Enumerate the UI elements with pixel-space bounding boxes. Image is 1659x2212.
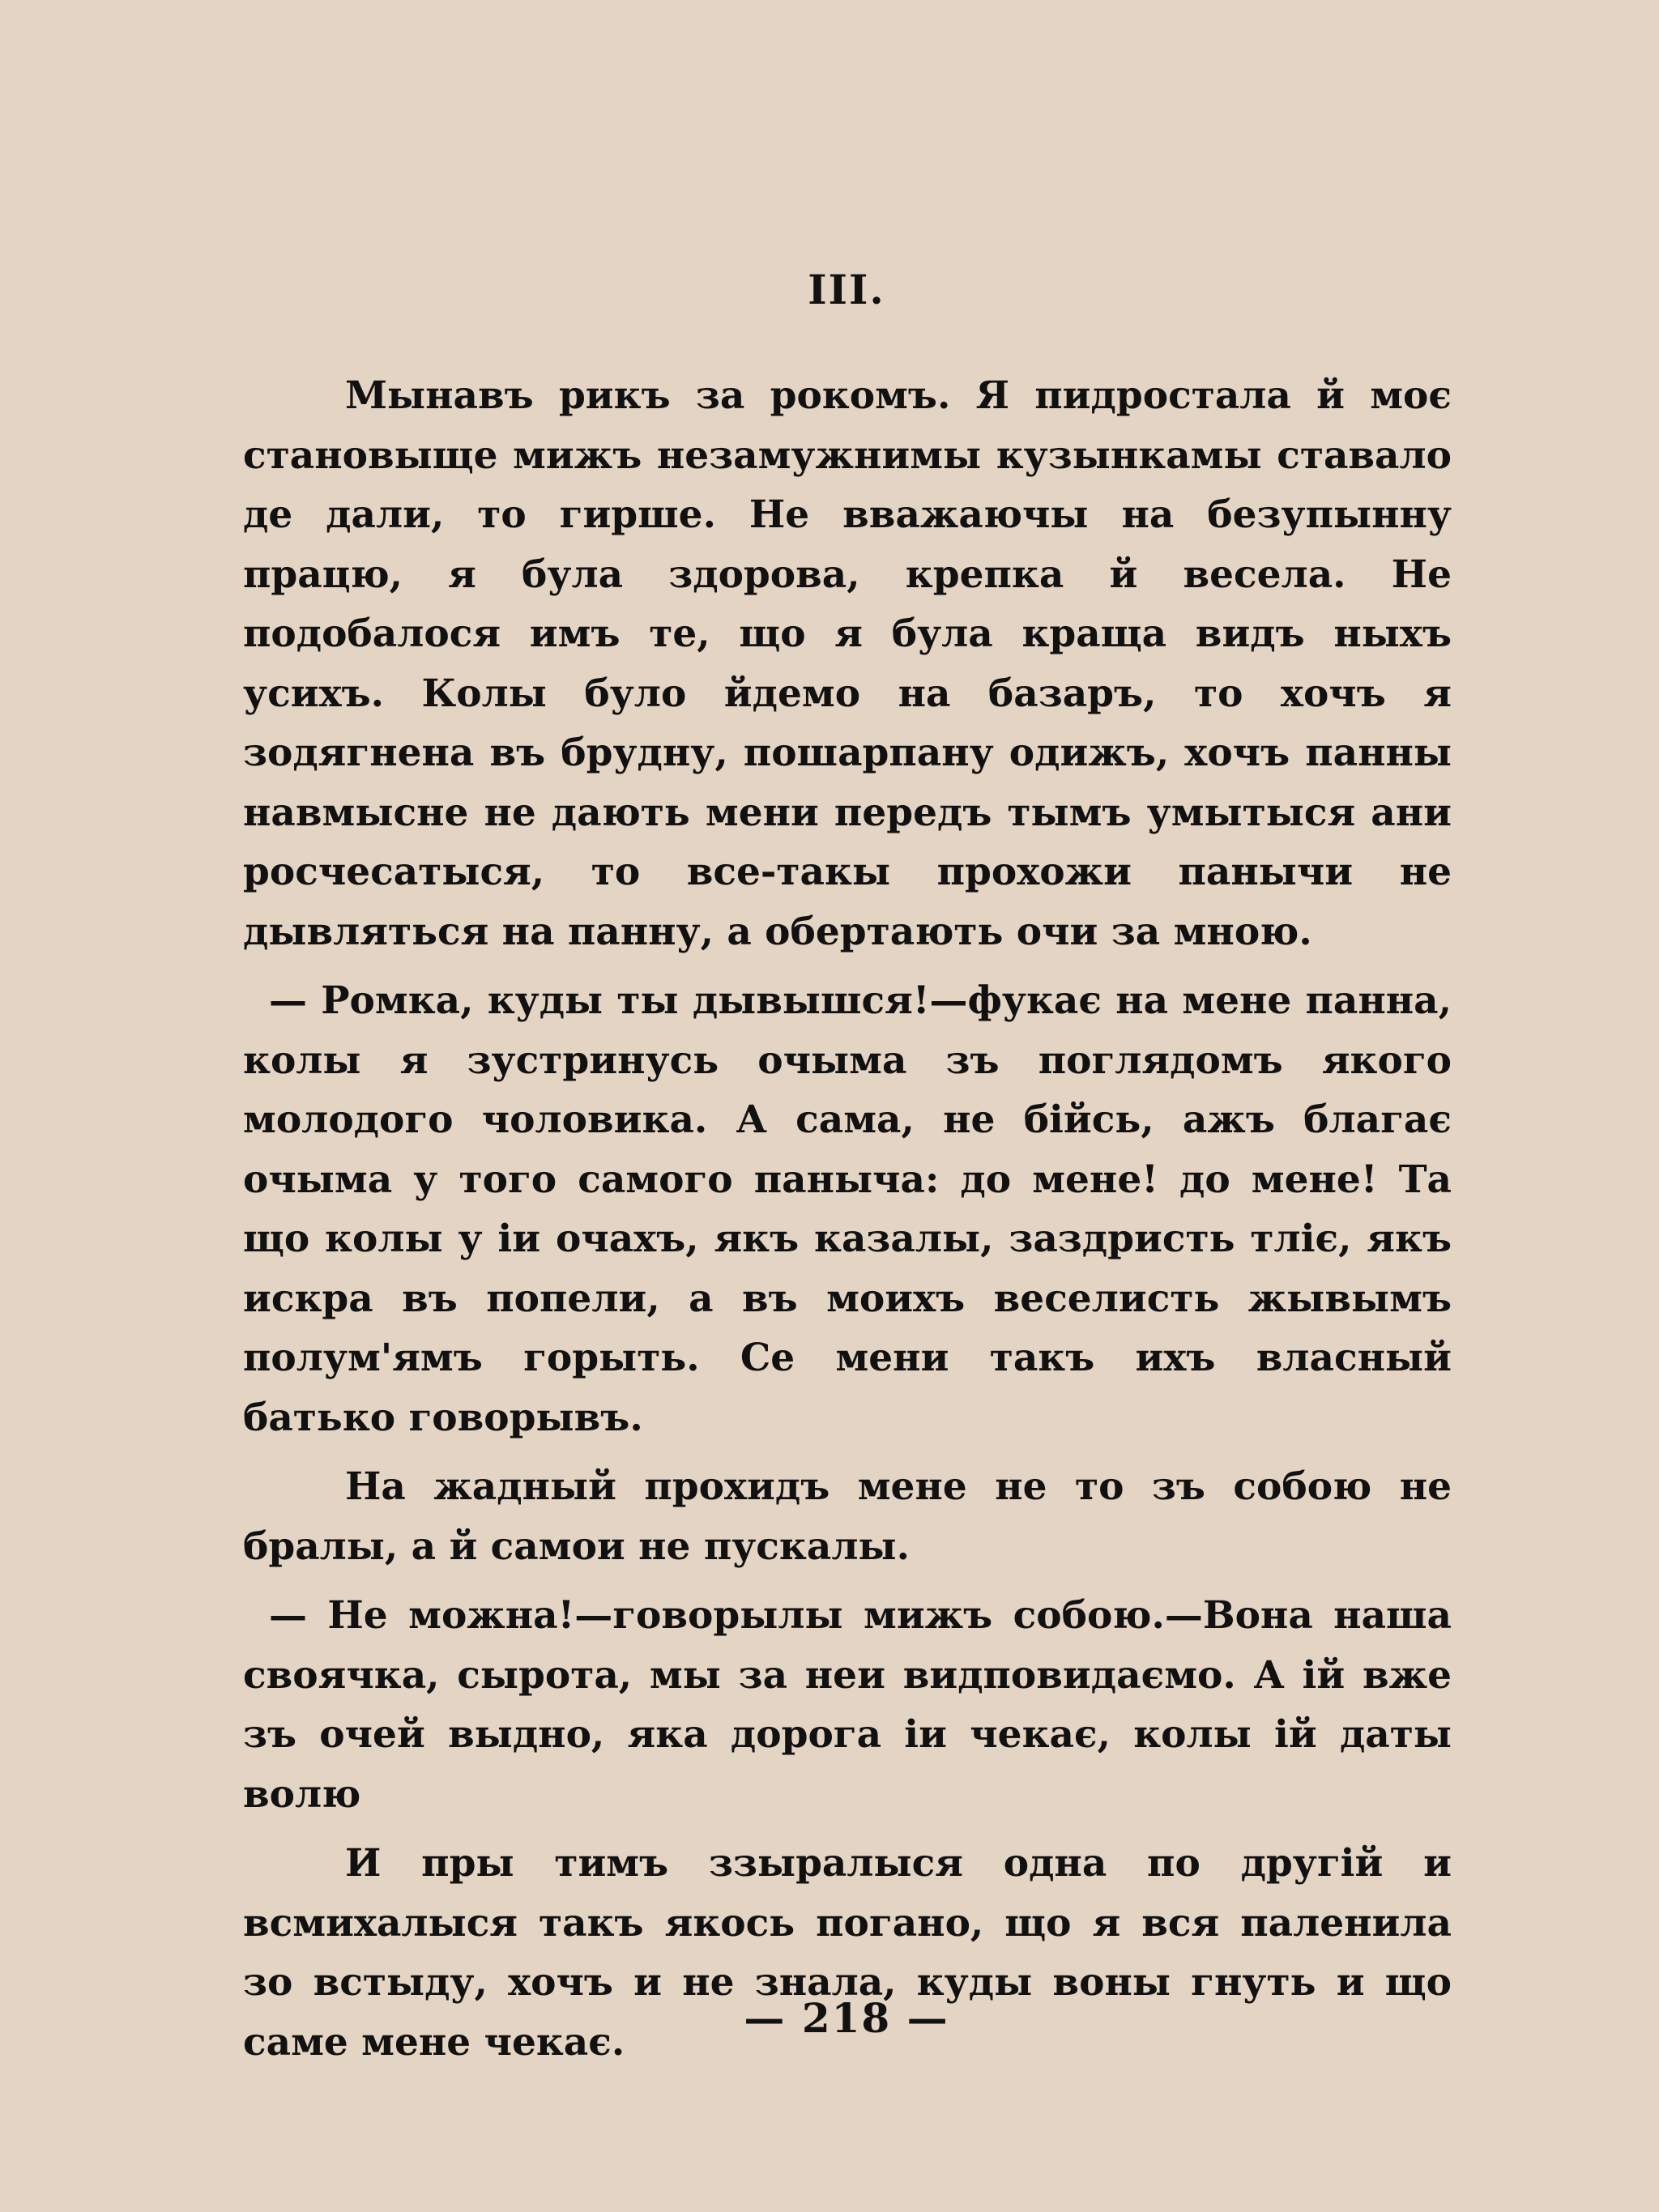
- paragraph-4: — Не можна!—говорылы мижъ собою.—Вона наша своячка, сырота, мы за неи видповидаємо. А ій вже зъ очей выдно, яка дорога іи чекає, колы ій даты волю: [243, 1593, 1452, 1817]
- paragraph-1: Мынавъ рикъ за рокомъ. Я пидростала й моє становыще мижъ незамужнимы кузынкамы ставало де дали, то гирше. Не вважаючы на безупынну працю, я була здорова, крепка й весела. Не подобалося имъ те, що я була краща видъ ныхъ усихъ. Колы було йдемо на базаръ, то хочъ я зодягнена въ брудну, пошарпану одижъ, хочъ панны навмысне не дають мени передъ тымъ умытыся ани росчесатыся, то все-такы прохожи панычи не дывляться на панну, а обертають очи за мною.: [243, 373, 1452, 954]
- chapter-heading: III.: [808, 266, 885, 313]
- paragraph-3: На жадный прохидъ мене не то зъ собою не бралы, а й самои не пускалы.: [243, 1464, 1452, 1569]
- paragraph-5: И пры тимъ ззыралыся одна по другій и всмихалыся такъ якось погано, що я вся паленила зо встыду, хочъ и не знала, куды воны гнуть и що саме мене чекає.: [243, 1841, 1452, 2065]
- page-number: — 218 —: [744, 1994, 949, 2042]
- body-text: [243, 366, 1452, 2072]
- paragraph-2: — Ромка, куды ты дывышся!—фукає на мене панна, колы я зустринусь очыма зъ поглядомъ якого молодого чоловика. А сама, не бійсь, ажъ благає очыма у того самого паныча: до мене! до мене! Та що колы у іи очахъ, якъ казалы, заздристь тліє, якъ искра въ попели, а въ моихъ веселисть жывымъ полум'ямъ горыть. Се мени такъ ихъ власный батько говорывъ.: [243, 978, 1452, 1440]
